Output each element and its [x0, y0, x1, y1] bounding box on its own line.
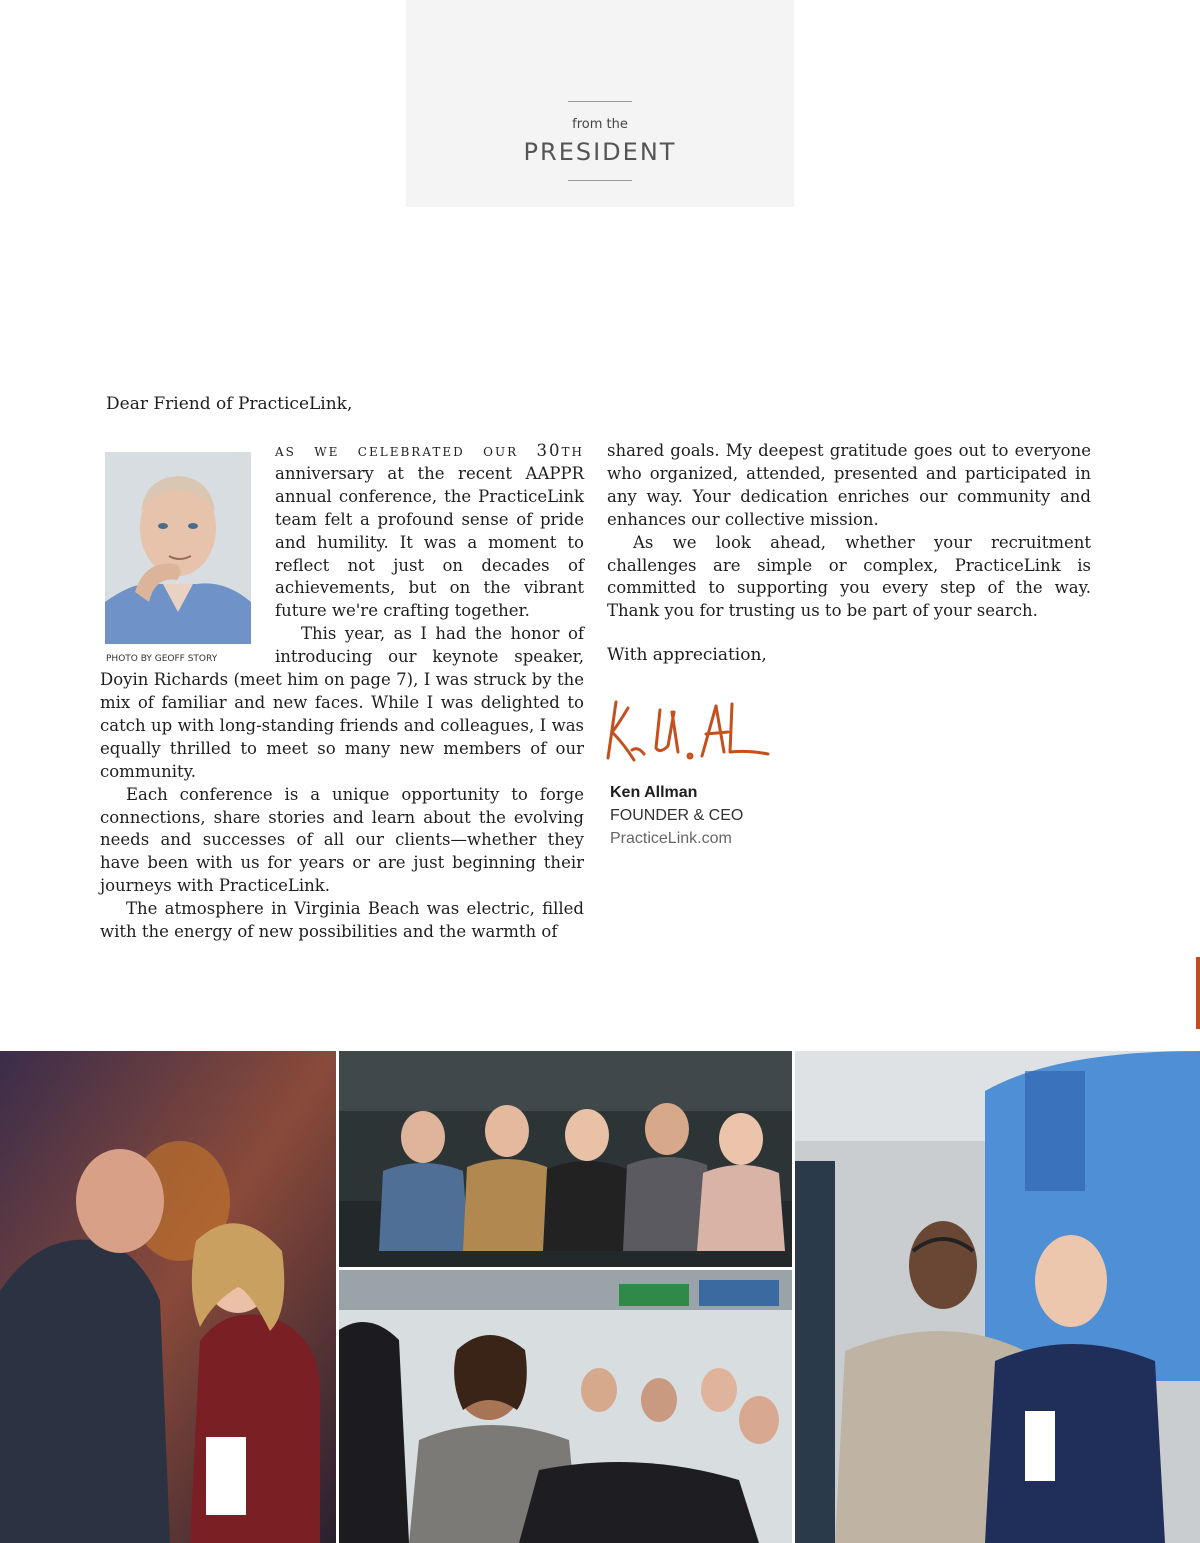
header-kicker: from the — [572, 117, 628, 132]
paragraph-1-text: anniversary at the recent AAPPR annual conference, the PracticeLink team felt a profound sense of pride and humility. It was a moment to reflect not just on decades of achievements, but on the vibrant future we're crafting together. — [275, 463, 584, 621]
signer-name: Ken Allman — [610, 784, 698, 801]
paragraph-6: As we look ahead, whether your recruitment challenges are simple or complex, PracticeLink is committed to supporting you every step of the way. Thank you for trusting us to be part of your search. — [607, 532, 1091, 621]
paragraph-5: shared goals. My deepest gratitude goes out to everyone who organized, attended, presented and participated in any way. Your dedication enriches our community and enhances our collective mission. — [607, 441, 1091, 529]
letter-column-right — [607, 440, 1091, 623]
signer-title: FOUNDER & CEO — [610, 807, 744, 824]
photo-booth-crowd — [339, 1270, 792, 1543]
paragraph-4: The atmosphere in Virginia Beach was electric, filled with the energy of new possibilities and the warmth of — [100, 899, 584, 942]
photo-group-women-seated — [339, 1051, 792, 1267]
paragraph-2: This year, as I had the honor of introducing our keynote speaker, Doyin Richards (meet him on page 7), I was struck by the mix of familiar and new faces. While I was delighted to catch up with long-standing friends and colleagues, I was equally thrilled to meet so many new members of our community. — [100, 624, 584, 781]
header-title: PRESIDENT — [523, 138, 677, 166]
page-edge-tab — [1196, 957, 1200, 1029]
letter-column-left — [100, 440, 584, 944]
lead-in: as we celebrated our 30th — [275, 441, 584, 460]
salutation: Dear Friend of PracticeLink, — [106, 394, 353, 414]
closing: With appreciation, — [607, 645, 767, 665]
author-portrait — [105, 452, 251, 644]
signature-image — [598, 688, 798, 772]
header-rule-top — [568, 101, 632, 102]
author-photo-block — [100, 440, 275, 668]
section-header — [406, 0, 794, 207]
photo-credit: PHOTO BY GEOFF STORY — [106, 654, 218, 664]
photo-conference-stage — [0, 1051, 336, 1543]
photo-keynote-speaker-and-ceo — [795, 1051, 1200, 1543]
header-rule-bottom — [568, 180, 632, 181]
paragraph-3: Each conference is a unique opportunity to forge connections, share stories and learn about the evolving needs and successes of all our clients—whether they have been with us for years or are just beginning their journeys with PracticeLink. — [100, 784, 584, 896]
signer-website: PracticeLink.com — [610, 830, 732, 847]
